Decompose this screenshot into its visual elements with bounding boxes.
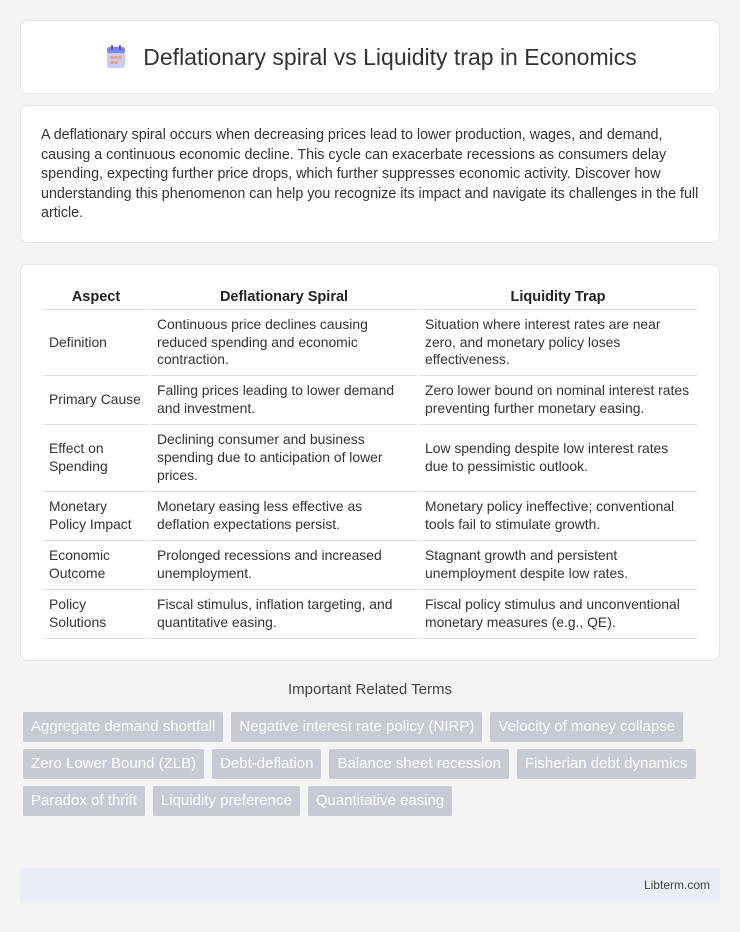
table-cell: Falling prices leading to lower demand and investment.	[151, 376, 417, 425]
term-tag[interactable]: Aggregate demand shortfall	[23, 712, 223, 742]
table-cell: Continuous price declines causing reduced spending and economic contraction.	[151, 310, 417, 376]
intro-text: A deflationary spiral occurs when decreasing prices lead to lower production, wages, and demand, causing a continuous economic decline. This cycle can exacerbate recessions as consumers delay spending, expecting further price drops, which further suppresses economic activity. Discover how understanding this phenomenon can help you recognize its impact and navigate its challenges in the full article.	[41, 127, 699, 221]
term-tag[interactable]: Paradox of thrift	[23, 786, 145, 816]
table-cell: Policy Solutions	[43, 590, 149, 639]
table-cell: Effect on Spending	[43, 425, 149, 492]
table-header-row	[43, 285, 697, 310]
term-tag[interactable]: Fisherian debt dynamics	[517, 749, 696, 779]
table-cell: Economic Outcome	[43, 541, 149, 590]
term-tag[interactable]: Debt-deflation	[212, 749, 321, 779]
comparison-table	[41, 285, 699, 639]
footer-site-link[interactable]: Libterm.com	[643, 878, 710, 892]
table-cell: Monetary policy ineffective; conventional tools fail to stimulate growth.	[419, 492, 697, 541]
table-row	[43, 425, 697, 492]
column-header: Deflationary Spiral	[151, 285, 417, 310]
table-row	[43, 590, 697, 639]
table-cell: Stagnant growth and persistent unemployment despite low rates.	[419, 541, 697, 590]
table-row	[43, 492, 697, 541]
table-cell: Zero lower bound on nominal interest rates preventing further monetary easing.	[419, 376, 697, 425]
table-cell: Fiscal policy stimulus and unconventional monetary measures (e.g., QE).	[419, 590, 697, 639]
table-cell: Fiscal stimulus, inflation targeting, and quantitative easing.	[151, 590, 417, 639]
term-tag[interactable]: Velocity of money collapse	[490, 712, 683, 742]
table-cell: Monetary easing less effective as deflation expectations persist.	[151, 492, 417, 541]
column-header: Aspect	[43, 285, 149, 310]
comparison-card	[20, 264, 720, 661]
term-tag[interactable]: Zero Lower Bound (ZLB)	[23, 749, 204, 779]
table-cell: Situation where interest rates are near zero, and monetary policy loses effectiveness.	[419, 310, 697, 376]
table-row	[43, 376, 697, 425]
footer	[20, 868, 720, 902]
term-tag[interactable]: Negative interest rate policy (NIRP)	[231, 712, 482, 742]
table-cell: Low spending despite low interest rates due to pessimistic outlook.	[419, 425, 697, 492]
header-card	[20, 20, 720, 94]
document-icon	[103, 44, 129, 70]
page-title: Deflationary spiral vs Liquidity trap in Economics	[143, 43, 637, 70]
intro-card	[20, 105, 720, 243]
column-header: Liquidity Trap	[419, 285, 697, 310]
table-row	[43, 541, 697, 590]
related-terms-list	[23, 712, 723, 816]
term-tag[interactable]: Liquidity preference	[153, 786, 300, 816]
table-row	[43, 310, 697, 376]
table-cell: Definition	[43, 310, 149, 376]
term-tag[interactable]: Balance sheet recession	[329, 749, 508, 779]
term-tag[interactable]: Quantitative easing	[308, 786, 452, 816]
table-cell: Declining consumer and business spending due to anticipation of lower prices.	[151, 425, 417, 492]
table-cell: Primary Cause	[43, 376, 149, 425]
table-cell: Monetary Policy Impact	[43, 492, 149, 541]
related-terms-title: Important Related Terms	[288, 681, 452, 698]
table-cell: Prolonged recessions and increased unemployment.	[151, 541, 417, 590]
